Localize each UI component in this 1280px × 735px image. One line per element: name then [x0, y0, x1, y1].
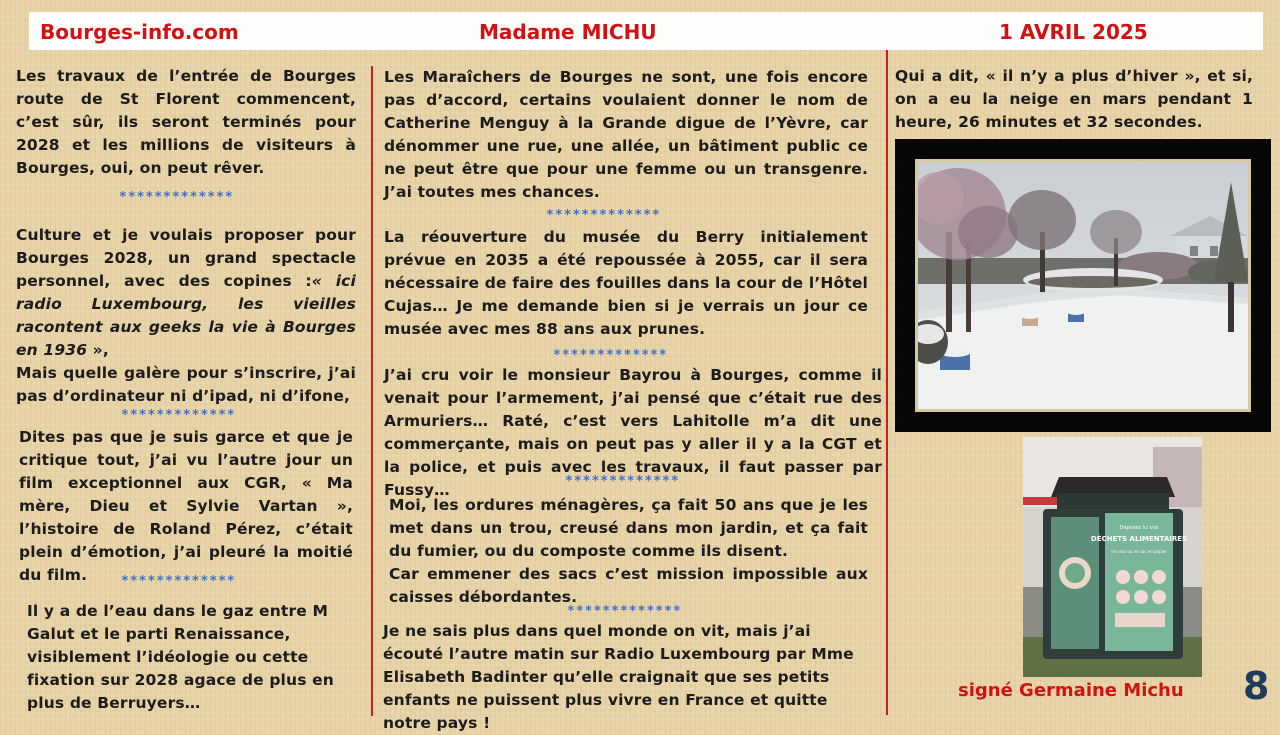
snowy-garden-image: [918, 162, 1248, 409]
article-culture-text: [16, 224, 356, 362]
header-banner: [29, 12, 1263, 50]
article-badinter: [383, 620, 869, 735]
article-politics-text: Il y a de l’eau dans le gaz entre M Galut et le parti Renaissance, visiblement l’idéologie ou cette fixation sur 2028 agace de plus en plus de Berruyers…: [27, 602, 334, 712]
issue-date: 1 AVRIL 2025: [999, 20, 1148, 44]
column-divider-right: [886, 50, 888, 715]
column-divider-left: [371, 66, 373, 716]
separator: *************: [553, 348, 668, 363]
bin-title: DÉCHETS ALIMENTAIRES: [1090, 535, 1188, 543]
article-waste-text: Moi, les ordures ménagères, ça fait 50 ans que je les met dans un trou, creusé dans mon jardin, et ça fait du fumier, ou du composte comme ils disent.: [389, 496, 868, 560]
bin-subtitle: Déposez ici vos: [1119, 525, 1159, 531]
separator: *************: [119, 190, 234, 205]
bin-note: en vrac ou en sac en papier: [1111, 549, 1167, 554]
article-maraichers: [384, 66, 868, 204]
article-bayrou-text: J’ai cru voir le monsieur Bayrou à Bourges, comme il venait pour l’armement, j’ai pensé que c’était rue des Armuriers… Raté, c’est vers Lahitolle m’a dit une commerçante, mais on peut pas y aller il y a la CGT et la police, et puis avec les travaux, il faut passer par Fussy…: [384, 366, 882, 499]
snow-photo-frame: [895, 139, 1271, 432]
separator: *************: [565, 474, 680, 489]
article-culture-intro: Culture et je voulais proposer pour Bourges 2028, un grand spectacle personnel, avec des copines :: [16, 226, 356, 290]
article-culture-end: Mais quelle galère pour s’inscrire, j’ai pas d’ordinateur ni d’ipad, ni d’ifone,: [16, 364, 356, 405]
article-museum-text: La réouverture du musée du Berry initialement prévue en 2035 a été repoussée à 2055, car il sera nécessaire de faire des fouilles dans la cour de l’Hôtel Cujas… Je me demande bien si je verrais un jour ce musée avec mes 88 ans aux prunes.: [384, 228, 868, 338]
article-cinema-text: Dites pas que je suis garce et que je critique tout, j’ai vu l’autre jour un film exceptionnel aux CGR, « Ma mère, Dieu et Sylvie Vartan », l’histoire de Roland Pérez, c’était plein d’émotion, j’ai pleuré la moitié du film.: [19, 428, 353, 584]
article-snow: [895, 65, 1253, 134]
snow-photo-mat: [915, 159, 1251, 412]
separator: *************: [121, 574, 236, 589]
article-politics: [27, 600, 339, 715]
site-name: Bourges-info.com: [40, 20, 239, 44]
article-museum: [384, 226, 868, 341]
article-roadworks: [16, 65, 356, 180]
article-culture-quote: « ici radio Luxembourg, les vieilles racontent aux geeks la vie à Bourges en 1936: [16, 272, 356, 359]
separator: *************: [121, 408, 236, 423]
article-badinter-text: Je ne sais plus dans quel monde on vit, mais j’ai écouté l’autre matin sur Radio Luxembourg par Mme Elisabeth Badinter qu’elle craignait que ses petits enfants ne puissent plus vivre en France et quitte notre pays !: [383, 622, 854, 732]
article-culture: [16, 224, 356, 408]
article-culture-quote-close: »,: [87, 341, 109, 359]
article-waste-text-2: Car emmener des sacs c’est mission impossible aux caisses débordantes.: [389, 565, 868, 606]
article-maraichers-text: Les Maraîchers de Bourges ne sont, une fois encore pas d’accord, certains voulaient donner le nom de Catherine Menguy à la Grande digue de l’Yèvre, car dénommer une rue, une allée, un bâtiment public ce ne peut être que pour une femme ou un transgenre. J’ai toutes mes chances.: [384, 68, 868, 201]
separator: *************: [567, 604, 682, 619]
author-name: Madame MICHU: [479, 20, 657, 44]
food-waste-bin-image: [1023, 437, 1202, 677]
page-number: 8: [1243, 664, 1270, 708]
separator: *************: [546, 208, 661, 223]
article-roadworks-text: Les travaux de l’entrée de Bourges route de St Florent commencent, c’est sûr, ils seront terminés pour 2028 et les millions de visiteurs à Bourges, oui, on peut rêver.: [16, 67, 356, 177]
article-cinema: [19, 426, 353, 587]
article-waste: [389, 494, 868, 609]
article-snow-text: Qui a dit, « il n’y a plus d’hiver », et si, on a eu la neige en mars pendant 1 heure, 26 minutes et 32 secondes.: [895, 67, 1253, 131]
signature: signé Germaine Michu: [958, 680, 1184, 701]
